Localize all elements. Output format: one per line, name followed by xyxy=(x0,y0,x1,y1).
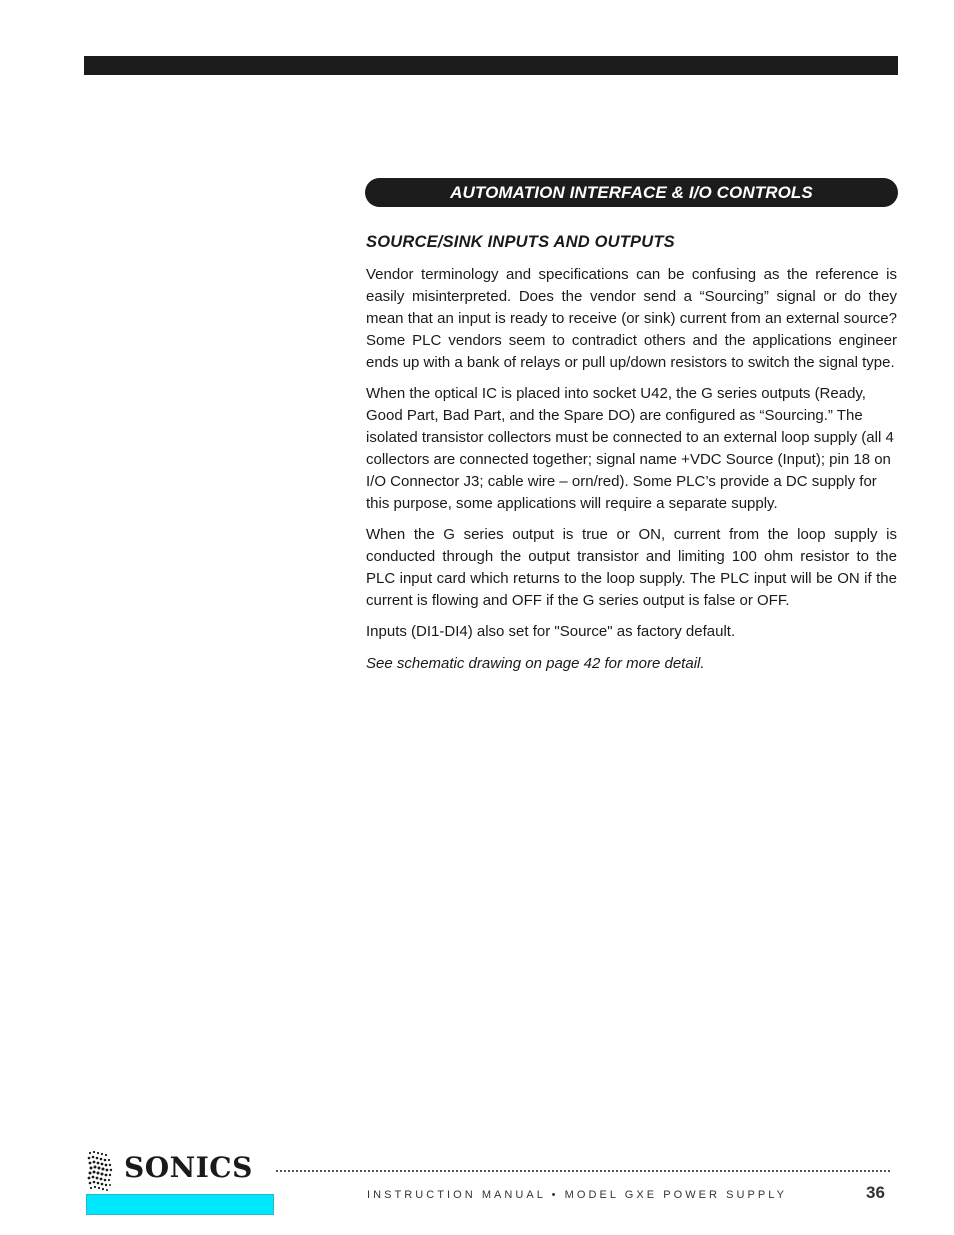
top-bar xyxy=(84,56,898,75)
section-header-title: AUTOMATION INTERFACE & I/O CONTROLS xyxy=(450,182,813,202)
footer-manual-title: INSTRUCTION MANUAL • MODEL GXE POWER SUPPLY xyxy=(367,1189,788,1201)
page-number: 36 xyxy=(866,1183,885,1202)
section-header xyxy=(365,178,898,207)
dot-wave-icon xyxy=(86,1150,120,1194)
footer-dotted-rule xyxy=(276,1170,890,1172)
paragraph-4: Inputs (DI1-DI4) also set for "Source" as factory default. xyxy=(366,623,736,641)
paragraph-5-note: See schematic drawing on page 42 for more detail. xyxy=(366,654,705,672)
paragraph-1: Vendor terminology and specifications can be confusing as the reference is easily misinterpreted. Does the vendor send a “Sourcing” signal or do they mean that an input is ready to receive (or sink) current from an external source? Some PLC vendors seem to contradict others and the applications engineer ends up with a bank of relays or pull up/down resistors to switch the signal type. xyxy=(366,266,897,371)
sonics-logo xyxy=(86,1150,276,1218)
subheading: SOURCE/SINK INPUTS AND OUTPUTS xyxy=(366,233,675,251)
paragraph-3: When the G series output is true or ON, current from the loop supply is conducted through the output transistor and limiting 100 ohm resistor to the PLC input card which returns to the loop supply. The PLC input will be ON if the current is flowing and OFF if the G series output is false or OFF. xyxy=(366,525,897,609)
logo-wordmark: SONICS xyxy=(124,1151,253,1184)
logo-accent-bar xyxy=(86,1194,274,1215)
main-content xyxy=(366,233,897,684)
paragraph-2: When the optical IC is placed into socket U42, the G series outputs (Ready, Good Part, Bad Part, and the Spare DO) are configured as “Sourcing.” The isolated transistor collectors must be connected to an external loop supply (all 4 collectors are connected together; signal name +VDC Source (Input); pin 18 on I/O Connector J3; cable wire – orn/red). Some PLC’s provide a DC supply for this purpose, some applications will require a separate supply. xyxy=(366,385,894,512)
